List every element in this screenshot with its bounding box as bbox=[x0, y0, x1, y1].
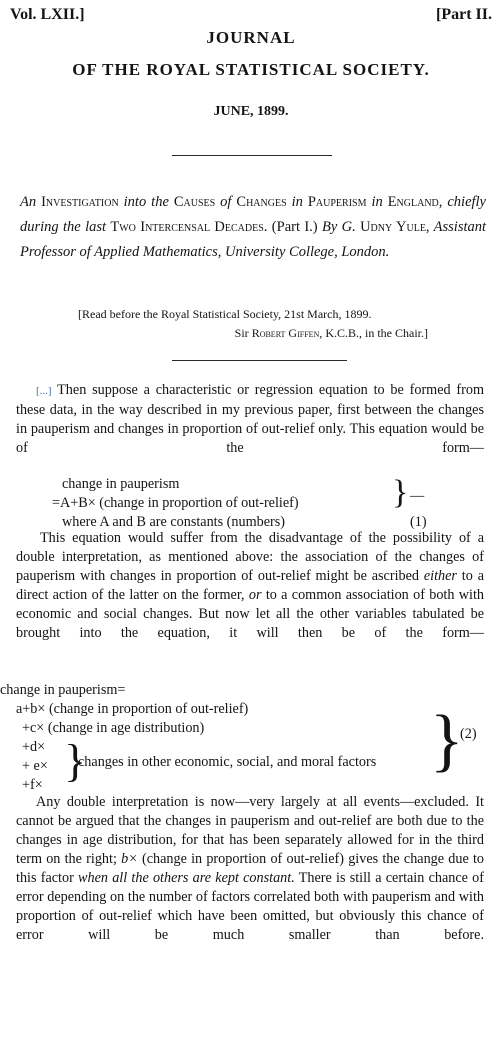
equation-lhs: change in pauperism= bbox=[0, 682, 126, 698]
equation-line: + e× bbox=[22, 758, 48, 774]
divider-rule bbox=[172, 155, 332, 156]
paragraph: [...] Then suppose a characteristic or regression equation to be formed from these data, in the way described in my previous paper, first between the changes in pauperism and changes in proportion of out-relief only. This equation would be of the form— bbox=[16, 382, 484, 456]
equation-line: change in pauperism bbox=[62, 476, 180, 492]
paragraph: This equation would suffer from the disadvantage of the possibility of a double interpretation, as mentioned above: the association of the changes of pauperism with changes in proportion of out-relief might be ascribed either to a direct action of the latter on the former, or to a common association of both with economic and social changes. But now let all the other variables tabulated be brought into the equation, it will then be of the form— bbox=[16, 530, 484, 641]
chair-line: Sir Robert Giffen, K.C.B., in the Chair.] bbox=[234, 326, 428, 340]
equation-number: (2) bbox=[460, 726, 477, 742]
equation-line: where A and B are constants (numbers) bbox=[62, 514, 285, 530]
equation-line: +f× bbox=[22, 777, 43, 793]
read-note-line: [Read before the Royal Statistical Society, 21st March, 1899. bbox=[78, 307, 372, 321]
brace-symbol: } bbox=[392, 474, 409, 511]
equation-dash: — bbox=[410, 488, 425, 504]
read-note bbox=[78, 305, 428, 343]
society-title: OF THE ROYAL STATISTICAL SOCIETY. bbox=[72, 60, 430, 79]
equation-line: +c× (change in age distribution) bbox=[22, 720, 205, 736]
paper-title: An Investigation into the Causes of Changes in Pauperism in England, chiefly during the last Two Intercensal Decades. (Part I.) By G. Udny Yule, Assistant Professor of Applied Mathematics, University College, London. bbox=[20, 194, 487, 260]
equation-line: =A+B× (change in proportion of out-relief) bbox=[52, 495, 299, 511]
equation-number: (1) bbox=[410, 514, 427, 530]
equation-line: a+b× (change in proportion of out-relief) bbox=[16, 701, 249, 717]
journal-title: JOURNAL bbox=[206, 28, 296, 47]
paragraph: Any double interpretation is now—very largely at all events—excluded. It cannot be argued that the changes in pauperism and out-relief are both due to the changes in age distribution, for that has been separately allowed for in the third term on the right; b× (change in proportion of out-relief) gives the change due to this factor when all the others are kept constant. There is still a certain chance of error depending on the number of factors correlated both with pauperism and with proportion of out-relief which have been omitted, but obviously this chance of error will be much smaller than before. bbox=[16, 794, 485, 943]
volume-label: Vol. LXII.] bbox=[10, 6, 85, 23]
equation-line: +d× bbox=[22, 739, 46, 755]
issue-date: JUNE, 1899. bbox=[213, 104, 289, 119]
part-label: [Part II. bbox=[436, 6, 492, 23]
equation-line: changes in other economic, social, and moral factors bbox=[78, 754, 377, 770]
omission-marker: [...] bbox=[36, 385, 52, 397]
brace-symbol: } bbox=[64, 735, 87, 786]
brace-symbol: } bbox=[430, 702, 464, 779]
divider-rule bbox=[172, 360, 347, 361]
